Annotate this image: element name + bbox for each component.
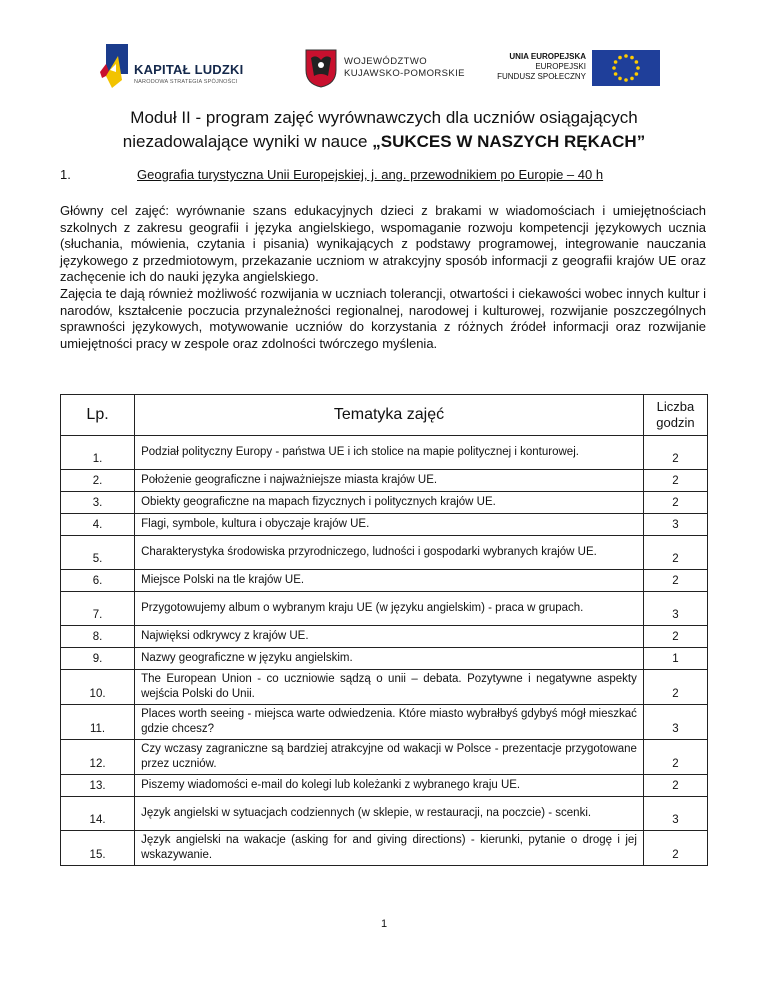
kapital-ludzki-star-icon: [96, 44, 132, 92]
row-topic: Najwięksi odkrywcy z krajów UE.: [135, 626, 644, 648]
document-title-prefix: niezadowalające wyniki w nauce: [122, 132, 373, 151]
section-title: Geografia turystyczna Unii Europejskiej, j. ang. przewodnikiem po Europie – 40 h: [137, 167, 604, 182]
table-header-row: [61, 395, 708, 436]
row-topic: Charakterystyka środowiska przyrodniczego, ludności i gospodarki wybranych krajów UE.: [135, 536, 644, 570]
row-hours: 2: [643, 626, 707, 648]
row-lp: 1.: [61, 436, 135, 470]
table-row: [61, 831, 708, 866]
kapital-ludzki-subtitle: NARODOWA STRATEGIA SPÓJNOŚCI: [134, 79, 238, 85]
row-hours: 1: [643, 648, 707, 670]
table-row: [61, 570, 708, 592]
row-topic: The European Union - co uczniowie sądzą o unii – debata. Pozytywne i negatywne aspekty wejścia Polski do Unii.: [135, 670, 644, 705]
paragraph-goal: Główny cel zajęć: wyrównanie szans edukacyjnych dzieci z brakami w wiadomościach i umiejętnościach szkolnych z zakresu geografii i języka angielskiego, wspomaganie rozwoju kompetencji językowych ucznia (słuchania, mówienia, czytania i pisania) wynikających z podstawy programowej, integrowanie nauczania językowego z przedmiotowym, przekazanie uczniom w atrakcyjny sposób informacji z geografii krajów UE oraz zachęcenie ich do nauki języka angielskiego.: [60, 203, 706, 284]
row-hours: 2: [643, 670, 707, 705]
row-lp: 4.: [61, 514, 135, 536]
row-lp: 7.: [61, 592, 135, 626]
row-topic: Obiekty geograficzne na mapach fizycznych i politycznych krajów UE.: [135, 492, 644, 514]
row-hours: 3: [643, 592, 707, 626]
eu-text-line2: EUROPEJSKI: [535, 62, 586, 71]
row-topic: Przygotowujemy album o wybranym kraju UE (w języku angielskim) - praca w grupach.: [135, 592, 644, 626]
table-row: [61, 775, 708, 797]
row-topic: Miejsce Polski na tle krajów UE.: [135, 570, 644, 592]
eu-logo: [464, 44, 660, 94]
wojewodztwo-line2: KUJAWSKO-POMORSKIE: [344, 68, 465, 79]
table-row: [61, 797, 708, 831]
table-row: [61, 592, 708, 626]
kapital-ludzki-title: KAPITAŁ LUDZKI: [134, 62, 244, 77]
eu-text: [497, 52, 586, 82]
row-topic: Podział polityczny Europy - państwa UE i ich stolice na mapie politycznej i konturowej.: [135, 436, 644, 470]
topics-table: [60, 394, 708, 866]
document-title-line1: Moduł II - program zajęć wyrównawczych dla uczniów osiągających: [130, 108, 638, 127]
table-row: [61, 670, 708, 705]
kapital-ludzki-logo: [96, 44, 276, 94]
wojewodztwo-line1: WOJEWÓDZTWO: [344, 56, 428, 67]
table-row: [61, 436, 708, 470]
table-row: [61, 705, 708, 740]
header-lp: Lp.: [61, 395, 135, 436]
table-row: [61, 626, 708, 648]
table-row: [61, 740, 708, 775]
row-topic: Język angielski na wakacje (asking for and giving directions) - kierunki, pytanie o drogę i jej wskazywanie.: [135, 831, 644, 866]
row-hours: 2: [643, 775, 707, 797]
table-row: [61, 536, 708, 570]
table-row: [61, 492, 708, 514]
row-lp: 6.: [61, 570, 135, 592]
table-row: [61, 648, 708, 670]
row-hours: 3: [643, 797, 707, 831]
row-lp: 13.: [61, 775, 135, 797]
row-hours: 2: [643, 831, 707, 866]
table-row: [61, 514, 708, 536]
row-lp: 15.: [61, 831, 135, 866]
row-hours: 2: [643, 470, 707, 492]
eu-text-line1: UNIA EUROPEJSKA: [509, 52, 586, 61]
row-hours: 3: [643, 705, 707, 740]
eu-flag-icon: [592, 50, 660, 86]
row-topic: Czy wczasy zagraniczne są bardziej atrakcyjne od wakacji w Polsce - prezentacje przygotowane przez uczniów.: [135, 740, 644, 775]
row-topic: Położenie geograficzne i najważniejsze miasta krajów UE.: [135, 470, 644, 492]
row-hours: 3: [643, 514, 707, 536]
document-title-line2: [60, 132, 708, 152]
row-topic: Język angielski w sytuacjach codziennych (w sklepie, w restauracji, na poczcie) - scenki.: [135, 797, 644, 831]
row-lp: 12.: [61, 740, 135, 775]
row-topic: Places worth seeing - miejsca warte odwiedzenia. Które miasto wybrałbyś gdybyś mógł mieszkać gdzie chcesz?: [135, 705, 644, 740]
paragraph-benefits: Zajęcia te dają również możliwość rozwijania w uczniach tolerancji, otwartości i ciekawości wobec innych kultur i narodów, kształcenie poczucia przynależności regionalnej, narodowej i kulturowej, rozwijanie poszczególnych sprawności językowych, motywowanie uczniów do korzystania z różnych źródeł informacji oraz rozwijanie umiejętności pracy w zespole oraz zdolności twórczego myślenia.: [60, 286, 706, 351]
row-lp: 5.: [61, 536, 135, 570]
coat-of-arms-icon: [304, 48, 338, 88]
row-lp: 9.: [61, 648, 135, 670]
header-logos: [96, 44, 656, 94]
row-hours: 2: [643, 436, 707, 470]
row-topic: Piszemy wiadomości e-mail do kolegi lub koleżanki z wybranego kraju UE.: [135, 775, 644, 797]
row-lp: 11.: [61, 705, 135, 740]
table-row: [61, 470, 708, 492]
row-hours: 2: [643, 492, 707, 514]
header-hours: Liczba godzin: [643, 395, 707, 436]
row-hours: 2: [643, 536, 707, 570]
row-topic: Nazwy geograficzne w języku angielskim.: [135, 648, 644, 670]
header-topic: Tematyka zajęć: [135, 395, 644, 436]
section-number: 1.: [60, 167, 71, 182]
row-lp: 2.: [61, 470, 135, 492]
row-lp: 10.: [61, 670, 135, 705]
row-hours: 2: [643, 740, 707, 775]
row-lp: 14.: [61, 797, 135, 831]
page-number: 1: [380, 918, 388, 930]
wojewodztwo-logo: [304, 48, 474, 92]
document-title-slogan: „SUKCES W NASZYCH RĘKACH”: [372, 132, 646, 151]
row-topic: Flagi, symbole, kultura i obyczaje krajów UE.: [135, 514, 644, 536]
row-lp: 8.: [61, 626, 135, 648]
row-hours: 2: [643, 570, 707, 592]
eu-text-line3: FUNDUSZ SPOŁECZNY: [497, 72, 586, 81]
row-lp: 3.: [61, 492, 135, 514]
